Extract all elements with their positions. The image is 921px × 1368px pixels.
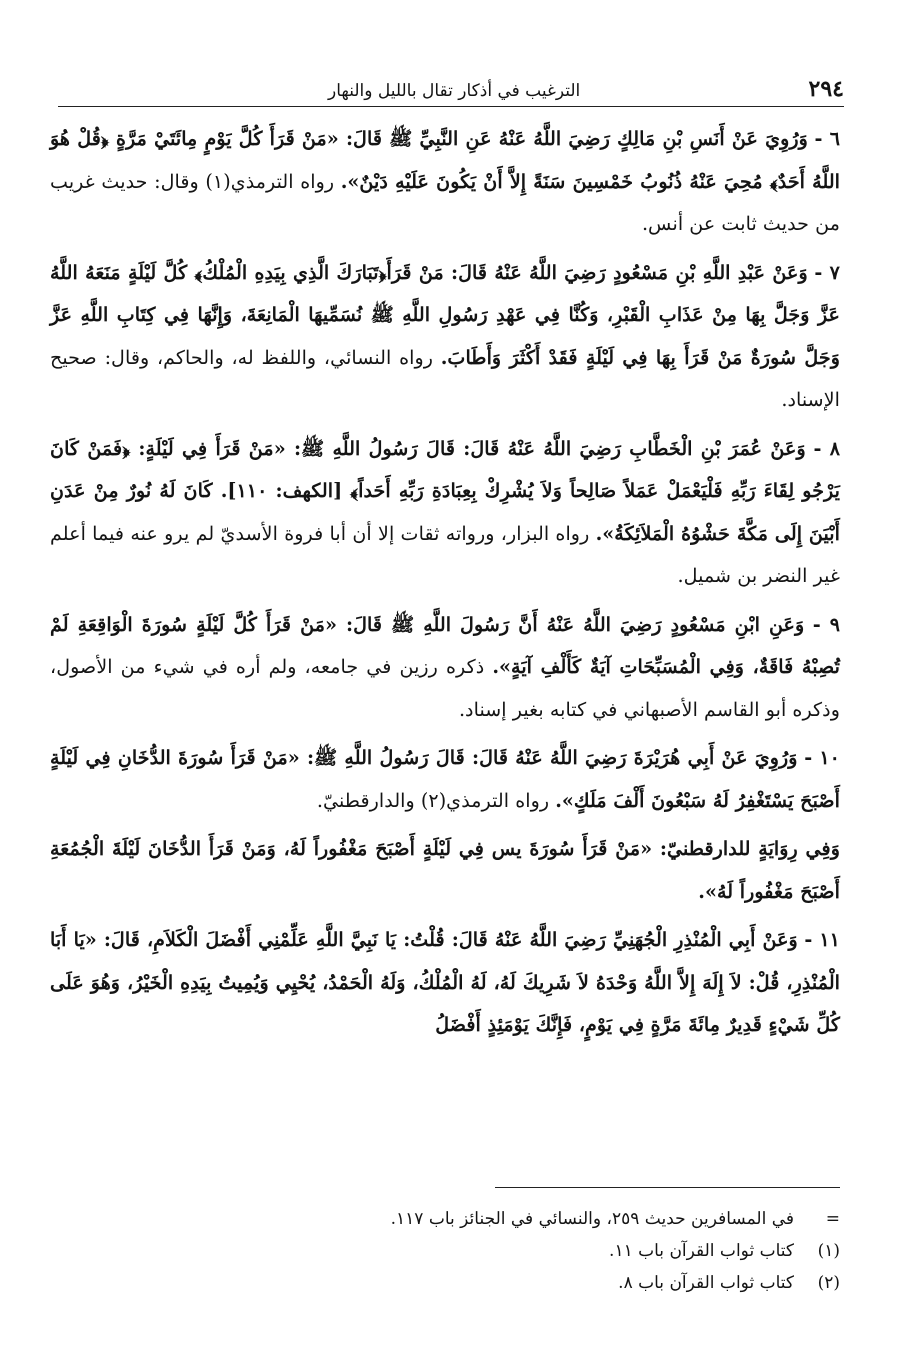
hadith-number: ١٠ - (804, 746, 840, 769)
footnote-marker: (١) (817, 1241, 840, 1261)
hadith-text: وَرُوِيَ عَنْ أَنَسِ بْنِ مَالِكٍ رَضِيَ اللَّهُ عَنْهُ عَنِ النَّبِيِّ ﷺ قَالَ: «مَنْ قَرَأَ كُلَّ يَوْمٍ مِائَتَيْ مَرَّةٍ ﴿قُلْ هُوَ اللَّهُ أَحَدٌ﴾ مُحِيَ عَنْهُ ذُنُوبُ خَمْسِينَ سَنَةً إِلاَّ أَنْ يَكُونَ عَلَيْهِ دَيْنٌ». (50, 127, 841, 193)
hadith-7 (50, 252, 840, 422)
hadith-10 (50, 737, 840, 822)
footnote-divider (495, 1187, 840, 1188)
hadith-11 (50, 919, 840, 1047)
hadith-number: ٧ - (814, 260, 840, 284)
hadith-text: وَفِي رِوَايَةٍ للدارقطنيّ: «مَنْ قَرَأَ سُورَةَ يس فِي لَيْلَةٍ أَصْبَحَ مَغْفُوراً لَهُ، وَمَنْ قَرَأَ الدُّخَانَ لَيْلَةَ الْجُمُعَةِ أَصْبَحَ مَغْفُوراً لَهُ». (50, 837, 840, 903)
hadith-text: وَعَنْ أَبِي الْمُنْذِرِ الْجُهَنِيِّ رَضِيَ اللَّهُ عَنْهُ قَالَ: قُلْتُ: يَا نَبِيَّ اللَّهِ عَلِّمْنِي أَفْضَلَ الْكَلاَمِ، قَالَ: «يَا أَبَا الْمُنْذِرِ، قُلْ: لاَ إِلَهَ إِلاَّ اللَّهُ وَحْدَهُ لاَ شَرِيكَ لَهُ، لَهُ الْمُلْكُ، وَلَهُ الْحَمْدُ، يُحْيِي وَيُمِيتُ بِيَدِهِ الْخَيْرُ، وَهُوَ عَلَى كُلِّ شَيْءٍ قَدِيرٌ مِائَةَ مَرَّةٍ فِي يَوْمٍ، فَإِنَّكَ يَوْمَئِذٍ أَفْضَلُ (50, 928, 840, 1036)
running-header (58, 74, 844, 107)
hadith-source: ذكره رزين في جامعه، ولم أره في شيء من الأصول، وذكره أبو القاسم الأصبهاني في كتابه بغير إسناد. (50, 655, 840, 721)
hadith-text: وَعَنْ عُمَرَ بْنِ الْخَطَّابِ رَضِيَ اللَّهُ عَنْهُ قَالَ: قَالَ رَسُولُ اللَّهِ ﷺ: «مَنْ قَرَأَ فِي لَيْلَةٍ: ﴿فَمَنْ كَانَ يَرْجُو لِقَاءَ رَبِّهِ فَلْيَعْمَلْ عَمَلاً صَالِحاً وَلاَ يُشْرِكْ بِعِبَادَةِ رَبِّهِ أَحَداً﴾ [الكهف: ١١٠]. كَانَ لَهُ نُورٌ مِنْ عَدَنِ أَبْيَنَ إِلَى مَكَّةَ حَشْوُهُ الْمَلاَئِكَةُ». (50, 436, 840, 545)
footnote-text: كتاب ثواب القرآن باب ١١. (609, 1241, 794, 1261)
hadith-number: ٦ - (814, 127, 840, 150)
footnote-text: كتاب ثواب القرآن باب ٨. (618, 1273, 794, 1293)
hadith-number: ٩ - (812, 612, 840, 636)
footnote-2 (50, 1267, 840, 1299)
hadith-number: ٨ - (813, 436, 840, 460)
hadith-source: رواه الترمذي(٢) والدارقطنيّ. (316, 788, 550, 812)
hadith-text: وَرُوِيَ عَنْ أَبِي هُرَيْرَةَ رَضِيَ اللَّهُ عَنْهُ قَالَ: قَالَ رَسُولُ اللَّهِ ﷺ: «مَنْ قَرَأَ سُورَةَ الدُّخَانِ فِي لَيْلَةٍ أَصْبَحَ يَسْتَغْفِرُ لَهُ سَبْعُونَ أَلْفَ مَلَكٍ». (50, 746, 840, 812)
footnotes (50, 1203, 840, 1299)
hadith-number: ١١ - (804, 928, 840, 951)
main-text (50, 118, 840, 1053)
footnote-marker: = (825, 1209, 840, 1229)
hadith-10-variant (50, 828, 840, 913)
footnote-continuation (50, 1203, 840, 1235)
hadith-source: رواه النسائي، واللفظ له، والحاكم، وقال: صحيح الإسناد. (50, 345, 840, 411)
page-number: ٢٩٤ (808, 76, 844, 102)
hadith-text: وَعَنِ ابْنِ مَسْعُودٍ رَضِيَ اللَّهُ عَنْهُ أَنَّ رَسُولَ اللَّهِ ﷺ قَالَ: «مَنْ قَرَأَ كُلَّ لَيْلَةٍ سُورَةَ الْوَاقِعَةِ لَمْ تُصِبْهُ فَاقَةٌ، وَفِي الْمُسَبِّحَاتِ آيَةٌ كَأَلْفِ آيَةٍ». (50, 612, 840, 678)
hadith-text: وَعَنْ عَبْدِ اللَّهِ بْنِ مَسْعُودٍ رَضِيَ اللَّهُ عَنْهُ قَالَ: مَنْ قَرَأَ﴿تَبَارَكَ الَّذِي بِيَدِهِ الْمُلْكُ﴾ كُلَّ لَيْلَةٍ مَنَعَهُ اللَّهُ عَزَّ وَجَلَّ بِهَا مِنْ عَذَابِ الْقَبْرِ، وَكُنَّا فِي عَهْدِ رَسُولِ اللَّهِ ﷺ نُسَمِّيهَا الْمَانِعَةَ، وَإِنَّهَا فِي كِتَابِ اللَّهِ عَزَّ وَجَلَّ سُورَةٌ مَنْ قَرَأَ بِهَا فِي لَيْلَةٍ فَقَدْ أَكْثَرَ وَأَطَابَ. (50, 260, 841, 369)
hadith-source: رواه الترمذي(١) وقال: حديث غريب من حديث ثابت عن أنس. (50, 169, 840, 235)
running-title: الترغيب في أذكار تقال بالليل والنهار (328, 81, 581, 101)
footnote-1 (50, 1235, 840, 1267)
footnote-marker: (٢) (817, 1273, 840, 1293)
hadith-8 (50, 428, 840, 598)
hadith-6 (50, 118, 840, 246)
footnote-text: في المسافرين حديث ٢٥٩، والنسائي في الجنائز باب ١١٧. (390, 1209, 794, 1229)
hadith-source: رواه البزار، ورواته ثقات إلا أن أبا فروة الأسديّ لم يرو عنه فيما أعلم غير النضر بن شميل. (50, 521, 840, 587)
hadith-9 (50, 604, 840, 732)
